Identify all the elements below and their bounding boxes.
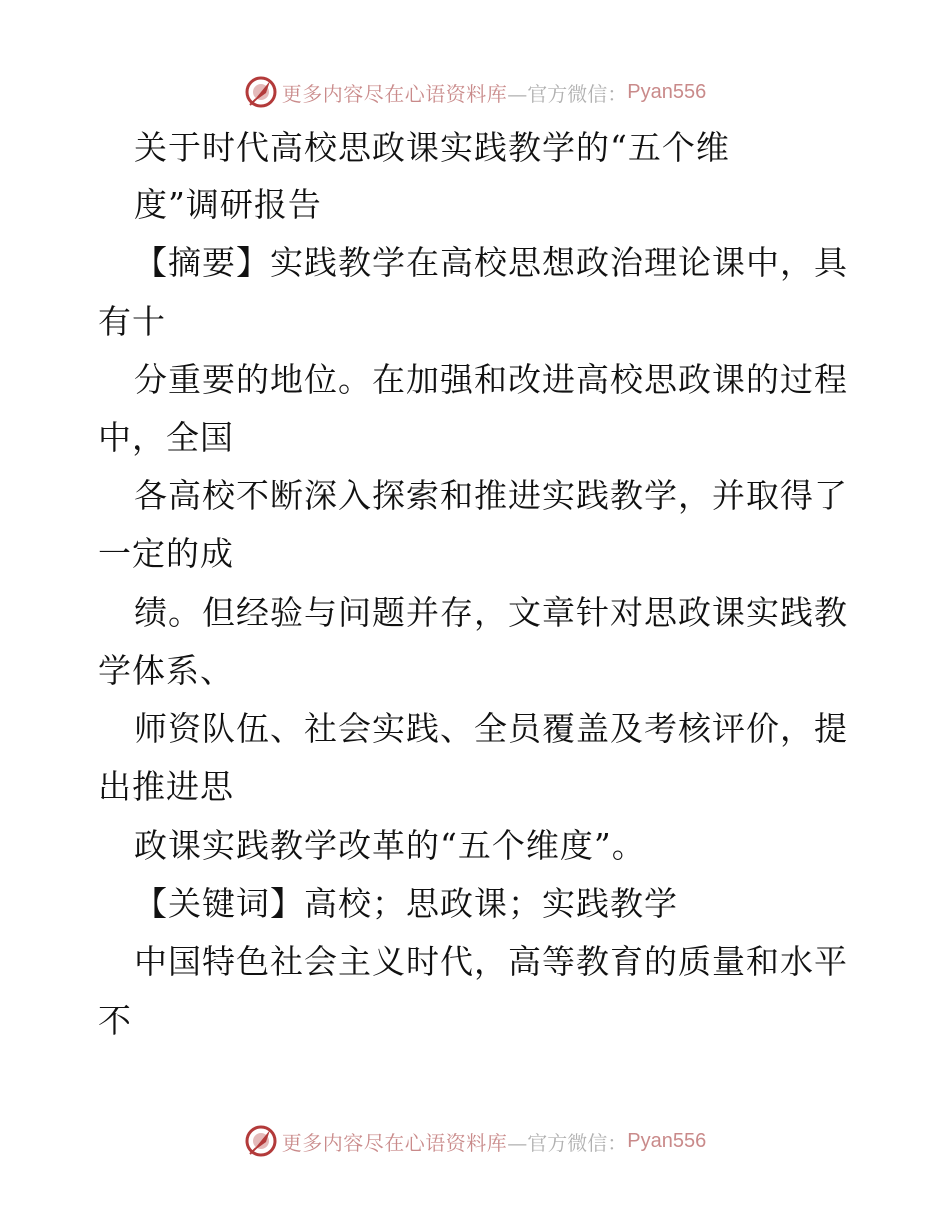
- body-line-2: 不: [98, 1001, 132, 1040]
- abstract-line-10: 出推进思: [98, 767, 234, 806]
- abstract-line-8: 学体系、: [98, 651, 234, 690]
- abstract-line-5: 各高校不断深入探索和推进实践教学，并取得了: [134, 476, 848, 515]
- abstract-line-3: 分重要的地位。在加强和改进高校思政课的过程: [134, 360, 848, 399]
- abstract-line-6: 一定的成: [98, 534, 234, 573]
- watermark-text: 更多内容尽在心语资料库: [281, 81, 508, 106]
- watermark-text: 更多内容尽在心语资料库: [281, 1130, 508, 1155]
- quill-logo-icon: [244, 1124, 278, 1158]
- watermark-tail: —官方微信：: [507, 1130, 628, 1155]
- body-line-1: 中国特色社会主义时代，高等教育的质量和水平: [134, 942, 848, 981]
- title-line-2: 度”调研报告: [134, 185, 322, 224]
- abstract-line-1: 【摘要】实践教学在高校思想政治理论课中，具: [134, 243, 848, 282]
- abstract-line-11: 政课实践教学改革的“五个维度”。: [134, 826, 646, 865]
- abstract-line-7: 绩。但经验与问题并存，文章针对思政课实践教: [134, 593, 848, 632]
- abstract-line-2: 有十: [98, 302, 166, 341]
- title-line-1: 关于时代高校思政课实践教学的“五个维: [134, 128, 730, 167]
- abstract-line-4: 中，全国: [98, 418, 234, 457]
- watermark-id: Pyan556: [627, 80, 707, 103]
- keywords-line: 【关键词】高校；思政课；实践教学: [134, 884, 678, 923]
- watermark-tail: —官方微信：: [507, 81, 628, 106]
- footer-watermark: [0, 1121, 950, 1161]
- watermark-id: Pyan556: [627, 1129, 707, 1152]
- abstract-line-9: 师资队伍、社会实践、全员覆盖及考核评价，提: [134, 709, 848, 748]
